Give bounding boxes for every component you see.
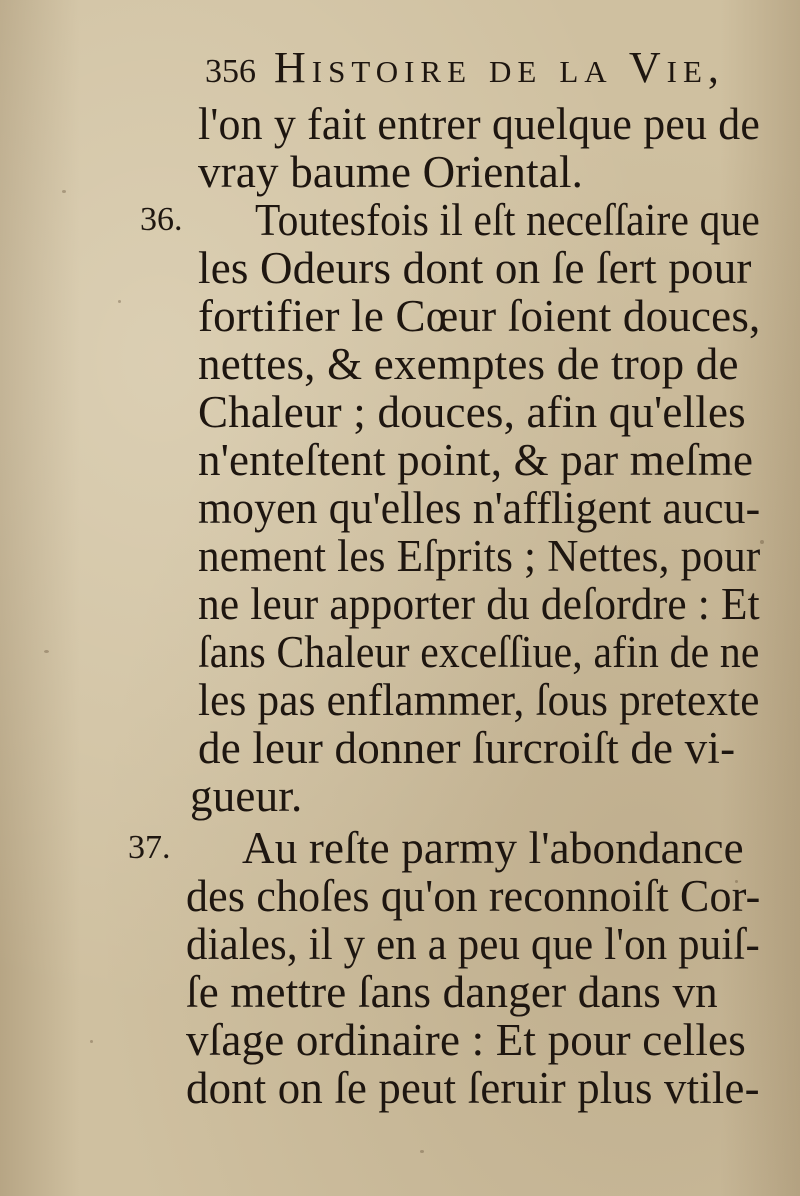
running-header [205,40,745,96]
paper-speck [118,300,121,303]
text-line: fortifier le Cœur ſoient douces, [198,291,761,341]
text-line: ſans Chaleur exceſſiue, afin de ne [198,627,760,677]
text-line: Toutesfois il eſt neceſſaire que [255,195,761,245]
text-line: gueur. [190,771,303,821]
text-line: l'on y fait entrer quelque peu de [198,99,760,149]
text-line: vray baume Oriental. [198,147,584,197]
text-line: vſage ordinaire : Et pour celles [186,1015,746,1065]
text-line: nettes, & exemptes de trop de [198,339,739,389]
paper-speck [62,190,66,193]
running-title: Histoire de la Vie, [274,43,725,92]
paper-speck [90,1040,93,1043]
text-line: les Odeurs dont on ſe ſert pour [198,243,752,293]
text-line: Au reſte parmy l'abondance [242,823,744,873]
text-line: diales, il y en a peu que l'on puiſ- [186,919,760,969]
text-line: nement les Eſprits ; Nettes, pour [198,531,761,581]
text-line: les pas enflammer, ſous pretexte [198,675,760,725]
paper-speck [420,1150,424,1153]
paper-speck [44,650,49,653]
page-number: 356 [205,53,256,90]
text-line: ne leur apporter du deſordre : Et [198,579,760,629]
text-line: moyen qu'elles n'affligent aucu- [198,483,761,533]
paper-speck [760,540,764,544]
text-line: dont on ſe peut ſeruir plus vtile- [186,1063,760,1113]
text-line: de leur donner ſurcroiſt de vi- [198,723,736,773]
text-line: des choſes qu'on reconnoiſt Cor- [186,871,761,921]
paragraph-number: 36. [140,201,183,238]
paragraph-number: 37. [128,829,171,866]
text-line: Chaleur ; douces, afin qu'elles [198,387,746,437]
text-line: n'enteſtent point, & par meſme [198,435,754,485]
text-line: ſe mettre ſans danger dans vn [186,967,718,1017]
